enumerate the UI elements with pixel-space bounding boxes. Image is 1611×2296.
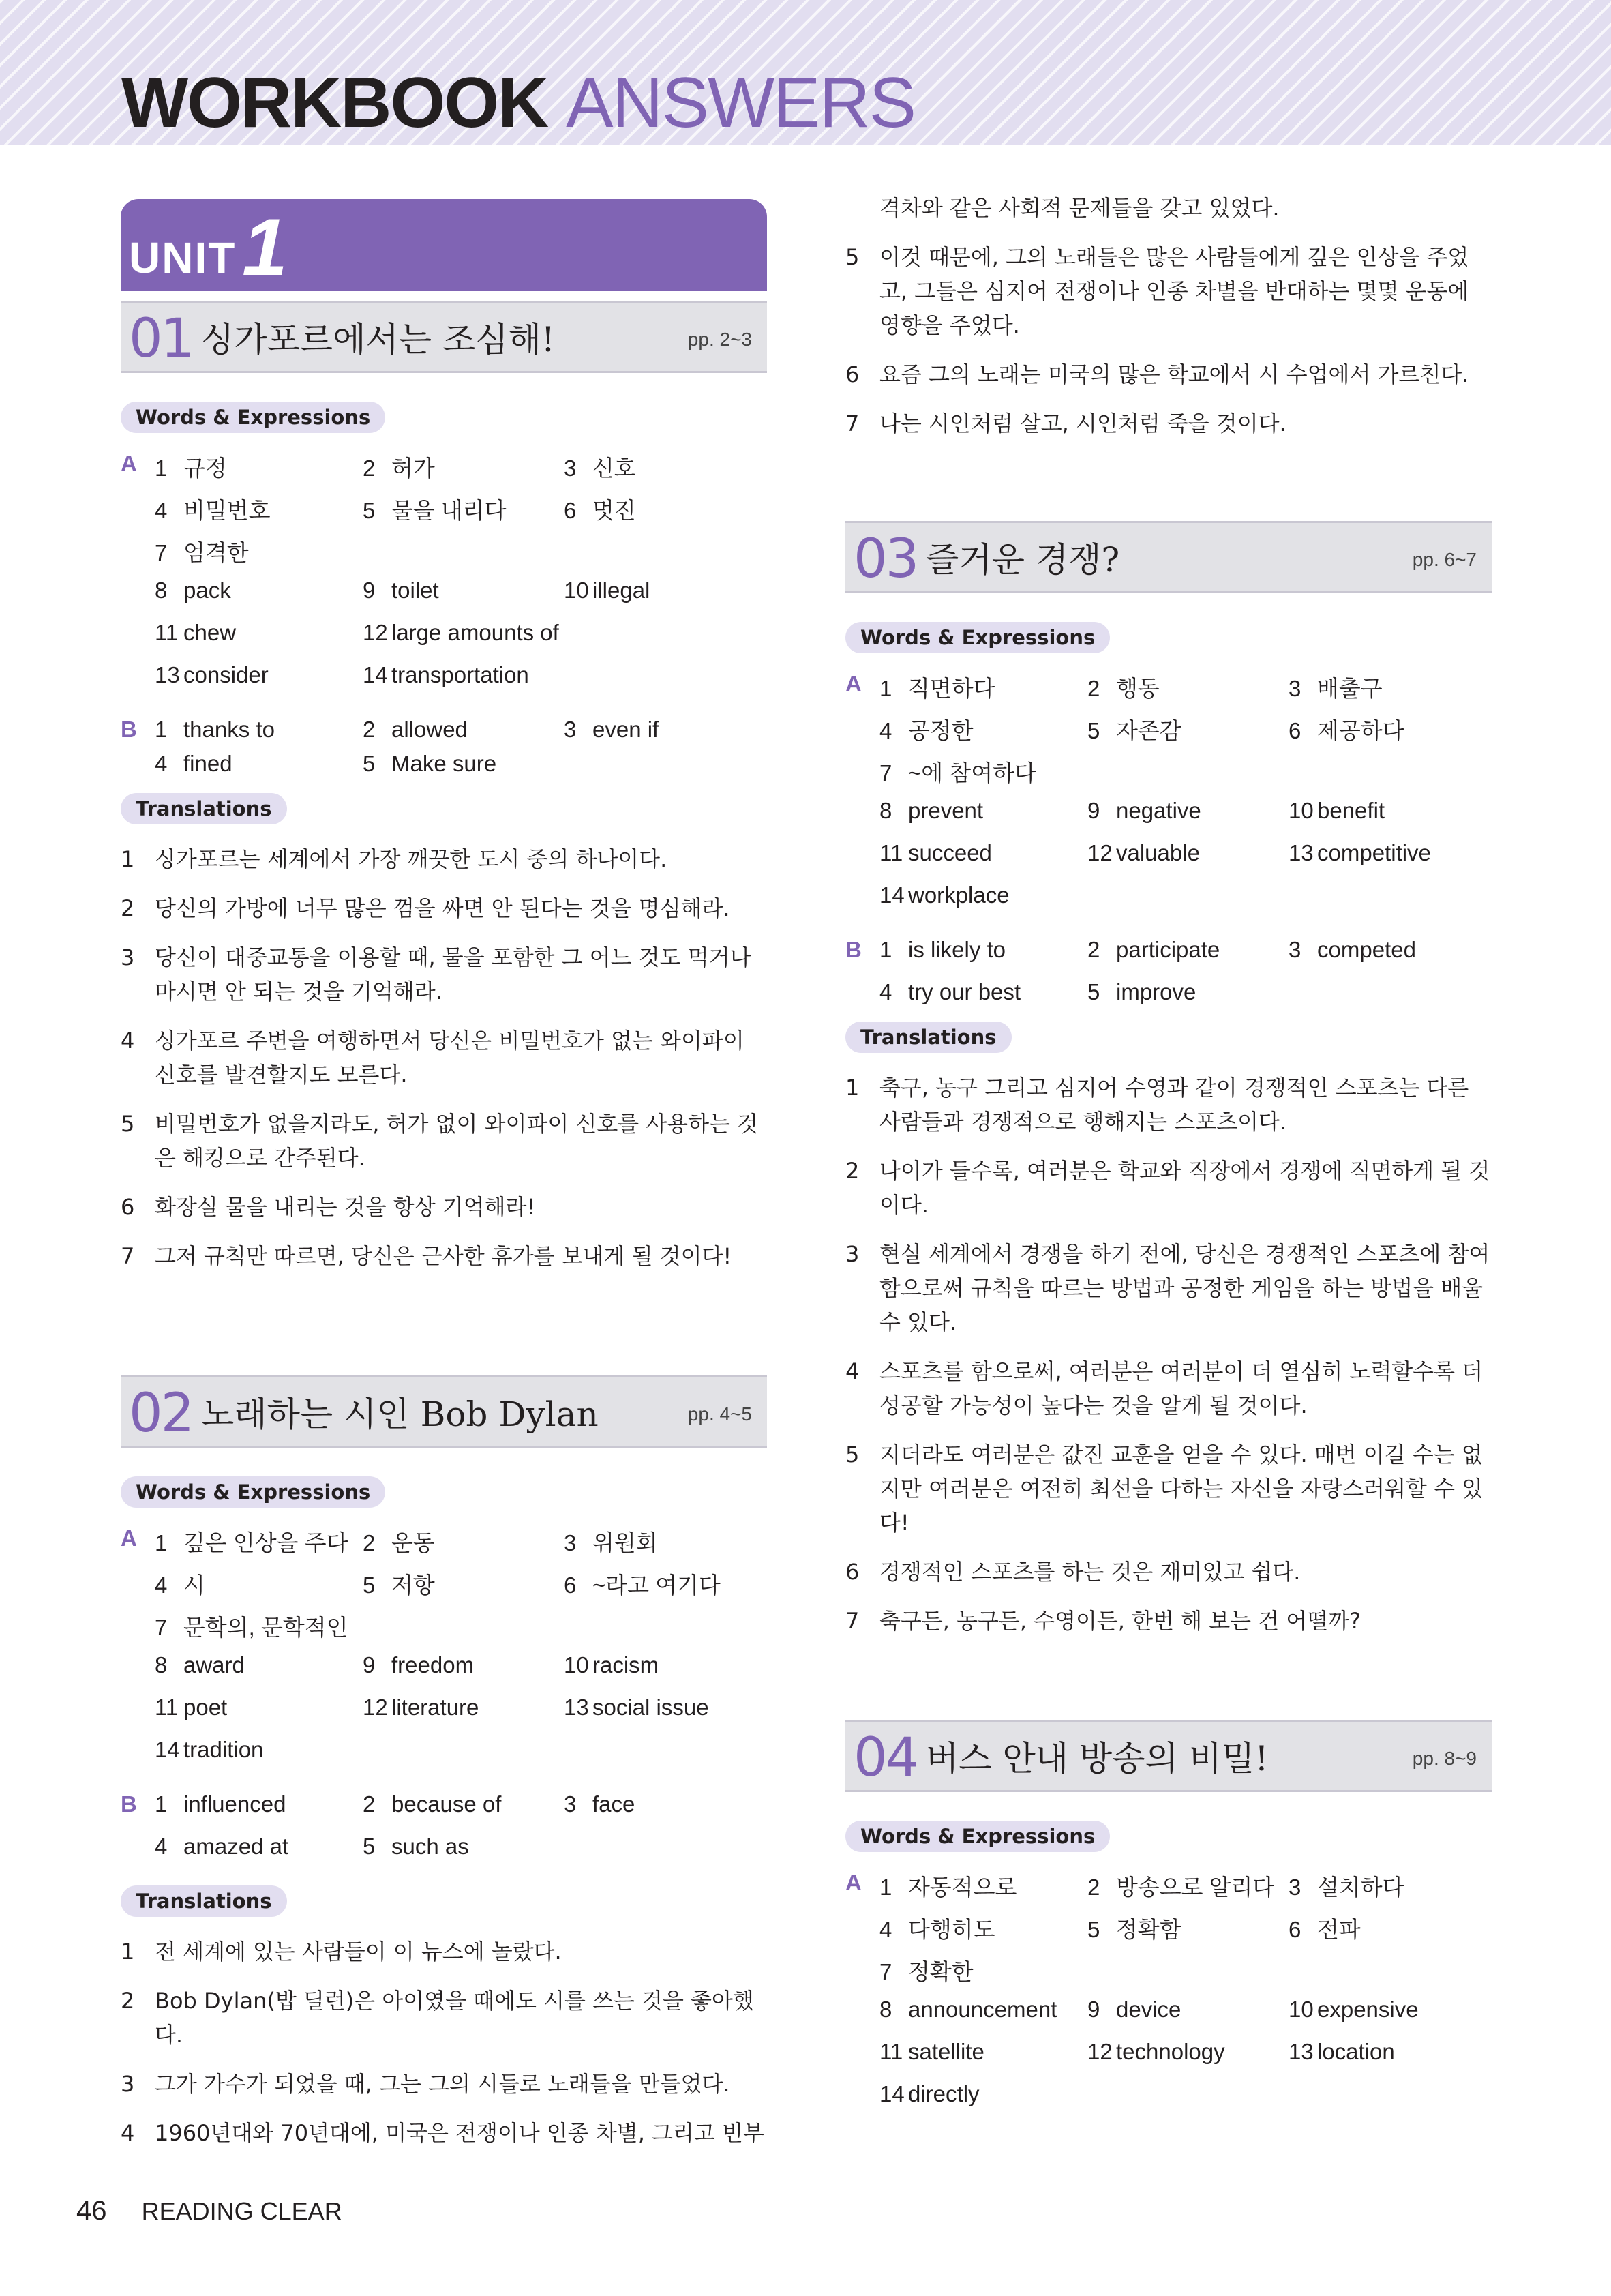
- answer-row: [121, 1791, 767, 1834]
- answer-row: [121, 578, 767, 620]
- answer-item: 1 자동적으로: [879, 1875, 1017, 1900]
- answer-item: 5 정확함: [1087, 1917, 1181, 1942]
- lesson-pages: pp. 6~7: [1412, 549, 1477, 570]
- answer-item: 7 정확한: [879, 1959, 974, 1984]
- lesson-04-words: [845, 1870, 1492, 2123]
- answer-item: 8 pack: [155, 578, 231, 603]
- answer-item: 2 because of: [363, 1791, 502, 1817]
- answer-row: [845, 756, 1492, 798]
- answer-item: 1 직면하다: [879, 676, 995, 701]
- translations-label: Translations: [121, 793, 287, 824]
- translation-item: 5 지더라도 여러분은 값진 교훈을 얻을 수 있다. 매번 이길 수는 없지만 여러분은 여전히 최선을 다하는 자신을 자랑스러워할 수 있다!: [845, 1442, 1484, 1536]
- answer-item: 10 illegal: [564, 578, 650, 603]
- answer-row: [121, 1610, 767, 1652]
- section-a-label: A: [845, 1870, 862, 1895]
- answer-item: 4 비밀번호: [155, 498, 271, 523]
- translations-label: Translations: [121, 1885, 287, 1917]
- page-number: 46: [76, 2196, 107, 2226]
- answer-item: 3 설치하다: [1289, 1875, 1404, 1900]
- lesson-02-translations-continued: [845, 191, 1492, 441]
- answer-item: 5 자존감: [1087, 718, 1181, 743]
- unit-word: UNIT: [129, 233, 237, 282]
- answer-item: 13 social issue: [564, 1695, 709, 1720]
- lesson-03-words: [845, 671, 1492, 1022]
- translation-item: 격차와 같은 사회적 문제들을 갖고 있었다.: [879, 195, 1280, 221]
- answer-row: [845, 671, 1492, 713]
- translation-item: 4 스포츠를 함으로써, 여러분은 여러분이 더 열심히 노력할수록 더 성공할 가능성이 높다는 것을 알게 될 것이다.: [845, 1358, 1484, 1418]
- answer-item: 12 large amounts of: [363, 620, 559, 645]
- answer-item: 1 influenced: [155, 1791, 286, 1817]
- translation-item: 5 이것 때문에, 그의 노래들은 많은 사람들에게 깊은 인상을 주었고, 그들은 심지어 전쟁이나 인종 차별을 반대하는 몇몇 운동에 영향을 주었다.: [845, 244, 1469, 338]
- answer-item: 7 문학의, 문학적인: [155, 1615, 348, 1640]
- lesson-pages: pp. 8~9: [1412, 1748, 1477, 1769]
- section-b-label: B: [121, 717, 137, 742]
- answer-item: 1 깊은 인상을 주다: [155, 1530, 348, 1555]
- translation-item: 1 축구, 농구 그리고 심지어 수영과 같이 경쟁적인 스포츠는 다른 사람들과 경쟁적으로 행해지는 스포츠이다.: [845, 1075, 1469, 1135]
- lesson-03-translations: [845, 1071, 1492, 1638]
- answer-row: [845, 2039, 1492, 2081]
- answer-item: 3 위원회: [564, 1530, 658, 1555]
- answer-item: 2 운동: [363, 1530, 435, 1555]
- answer-item: 6 제공하다: [1289, 718, 1404, 743]
- answer-item: 10 expensive: [1289, 1997, 1419, 2022]
- answer-item: 4 try our best: [879, 979, 1021, 1004]
- answer-item: 10 racism: [564, 1652, 659, 1678]
- lesson-03-heading: [845, 521, 1492, 593]
- answer-row: [845, 979, 1492, 1022]
- answer-item: 5 such as: [363, 1834, 469, 1859]
- answer-row: [845, 798, 1492, 840]
- lesson-pages: pp. 4~5: [687, 1403, 752, 1425]
- translation-item: 3 현실 세계에서 경쟁을 하기 전에, 당신은 경쟁적인 스포츠에 참여함으로써 규칙을 따르는 방법과 공정한 게임을 하는 방법을 배울 수 있다.: [845, 1241, 1490, 1335]
- answer-item: 6 전파: [1289, 1917, 1361, 1942]
- answer-item: 7 ~에 참여하다: [879, 760, 1036, 786]
- answer-row: [121, 1695, 767, 1737]
- answer-item: 10 benefit: [1289, 798, 1385, 823]
- words-expressions-label: Words & Expressions: [121, 1476, 385, 1508]
- translations-label: Translations: [845, 1022, 1012, 1053]
- section-a-label: A: [845, 671, 862, 696]
- answer-item: 13 competitive: [1289, 840, 1431, 865]
- answer-item: 12 literature: [363, 1695, 479, 1720]
- answer-row: [845, 2081, 1492, 2123]
- lesson-pages: pp. 2~3: [687, 329, 752, 350]
- words-expressions-label: Words & Expressions: [845, 622, 1110, 653]
- translation-item: 3 그가 가수가 되었을 때, 그는 그의 시들로 노래들을 만들었다.: [121, 2071, 730, 2097]
- lesson-02-heading: [121, 1375, 767, 1448]
- answer-item: 11 satellite: [879, 2039, 984, 2064]
- answer-item: 4 공정한: [879, 718, 974, 743]
- translation-item: 6 경쟁적인 스포츠를 하는 것은 재미있고 쉽다.: [845, 1559, 1301, 1585]
- lesson-number: 03: [854, 528, 918, 590]
- translation-item: 7 나는 시인처럼 살고, 시인처럼 죽을 것이다.: [845, 411, 1286, 436]
- answer-row: [121, 1652, 767, 1695]
- answer-item: 8 award: [155, 1652, 245, 1678]
- section-a-label: A: [121, 1525, 137, 1551]
- answer-item: 12 technology: [1087, 2039, 1225, 2064]
- answer-item: 6 멋진: [564, 498, 636, 523]
- lesson-title: 버스 안내 방송의 비밀!: [926, 1739, 1269, 1778]
- page-footer: [76, 2196, 342, 2226]
- lesson-number: 01: [129, 308, 193, 370]
- answer-item: 9 toilet: [363, 578, 439, 603]
- book-title: READING CLEAR: [141, 2197, 342, 2225]
- translation-item: 4 싱가포르 주변을 여행하면서 당신은 비밀번호가 없는 와이파이 신호를 발견할지도 모른다.: [121, 1028, 744, 1088]
- answer-item: 5 저항: [363, 1572, 435, 1598]
- answer-row: [121, 1525, 767, 1568]
- answer-row: [121, 535, 767, 578]
- title-bold: WORKBOOK: [121, 63, 548, 143]
- answer-row: [845, 882, 1492, 925]
- lesson-01-heading: [121, 301, 767, 373]
- answer-item: 8 announcement: [879, 1997, 1057, 2022]
- answer-item: 14 transportation: [363, 662, 529, 687]
- answer-item: 9 device: [1087, 1997, 1181, 2022]
- translation-item: 3 당신이 대중교통을 이용할 때, 물을 포함한 그 어느 것도 먹거나 마시면 안 되는 것을 기억해라.: [121, 944, 751, 1004]
- translation-item: 7 축구든, 농구든, 수영이든, 한번 해 보는 건 어떨까?: [845, 1608, 1361, 1634]
- answer-item: 2 허가: [363, 456, 435, 481]
- answer-row: [121, 662, 767, 704]
- answer-item: 4 fined: [155, 751, 232, 776]
- answer-item: 5 Make sure: [363, 751, 497, 776]
- words-expressions-label: Words & Expressions: [845, 1821, 1110, 1852]
- answer-row: [121, 620, 767, 662]
- answer-row: [121, 1568, 767, 1610]
- section-b-label: B: [845, 937, 862, 962]
- lesson-number: 02: [129, 1383, 193, 1444]
- answer-row: [121, 1834, 767, 1876]
- answer-item: 1 규정: [155, 456, 227, 481]
- answer-item: 11 succeed: [879, 840, 992, 865]
- answer-item: 11 poet: [155, 1695, 228, 1720]
- lesson-02-words: [121, 1525, 767, 1876]
- answer-item: 9 freedom: [363, 1652, 475, 1678]
- lesson-title: 즐거운 경쟁?: [926, 540, 1120, 580]
- answer-item: 6 ~라고 여기다: [564, 1572, 721, 1598]
- translation-item: 1 전 세계에 있는 사람들이 이 뉴스에 놀랐다.: [121, 1939, 562, 1965]
- answer-item: 4 다행히도: [879, 1917, 995, 1942]
- answer-item: 4 amazed at: [155, 1834, 289, 1859]
- translation-item: 4 1960년대와 70년대에, 미국은 전쟁이나 인종 차별, 그리고 빈부: [121, 2120, 764, 2146]
- answer-item: 5 물을 내리다: [363, 498, 507, 523]
- answer-item: 12 valuable: [1087, 840, 1200, 865]
- answer-row: [845, 713, 1492, 756]
- translation-item: 5 비밀번호가 없을지라도, 허가 없이 와이파이 신호를 사용하는 것은 해킹으로 간주된다.: [121, 1111, 759, 1171]
- lesson-title: 싱가포르에서는 조심해!: [201, 320, 555, 359]
- answer-row: [121, 717, 767, 751]
- answer-item: 2 행동: [1087, 676, 1160, 701]
- answer-item: 1 is likely to: [879, 937, 1006, 962]
- translation-item: 1 싱가포르는 세계에서 가장 깨끗한 도시 중의 하나이다.: [121, 846, 667, 872]
- unit-banner: [121, 199, 767, 291]
- answer-item: 3 even if: [564, 717, 659, 742]
- answer-row: [121, 751, 767, 793]
- answer-item: 9 negative: [1087, 798, 1201, 823]
- answer-item: 13 consider: [155, 662, 269, 687]
- title-light: ANSWERS: [566, 63, 916, 143]
- answer-item: 3 competed: [1289, 937, 1416, 962]
- words-expressions-label: Words & Expressions: [121, 402, 385, 433]
- answer-item: 4 시: [155, 1572, 205, 1598]
- answer-row: [845, 1912, 1492, 1954]
- answer-item: 3 face: [564, 1791, 635, 1817]
- lesson-01-words: [121, 451, 767, 793]
- answer-row: [845, 1870, 1492, 1912]
- left-column: [121, 199, 767, 2165]
- page-title: [121, 63, 916, 143]
- translation-item: 7 그저 규칙만 따르면, 당신은 근사한 휴가를 보내게 될 것이다!: [121, 1243, 732, 1269]
- answer-row: [845, 937, 1492, 979]
- lesson-04-heading: [845, 1720, 1492, 1792]
- answer-item: 2 allowed: [363, 717, 468, 742]
- unit-number: 1: [242, 202, 288, 293]
- answer-item: 14 directly: [879, 2081, 980, 2106]
- answer-row: [121, 493, 767, 535]
- answer-row: [121, 1737, 767, 1779]
- answer-item: 8 prevent: [879, 798, 984, 823]
- lesson-number: 04: [854, 1727, 918, 1789]
- lesson-title: 노래하는 시인 Bob Dylan: [201, 1395, 599, 1434]
- answer-item: 1 thanks to: [155, 717, 275, 742]
- section-b-label: B: [121, 1791, 137, 1817]
- answer-item: 14 workplace: [879, 882, 1010, 908]
- lesson-01-translations: [121, 842, 767, 1273]
- answer-item: 5 improve: [1087, 979, 1196, 1004]
- answer-row: [845, 1997, 1492, 2039]
- translation-item: 2 나이가 들수록, 여러분은 학교와 직장에서 경쟁에 직면하게 될 것이다.: [845, 1158, 1490, 1218]
- lesson-02-translations: [121, 1935, 767, 2150]
- answer-item: 7 엄격한: [155, 540, 249, 565]
- translation-item: 2 당신의 가방에 너무 많은 껌을 싸면 안 된다는 것을 명심해라.: [121, 895, 730, 921]
- answer-row: [845, 840, 1492, 882]
- translation-item: 2 Bob Dylan(밥 딜런)은 아이였을 때에도 시를 쓰는 것을 좋아했다.: [121, 1988, 754, 2048]
- answer-item: 2 방송으로 알리다: [1087, 1875, 1275, 1900]
- answer-item: 13 location: [1289, 2039, 1395, 2064]
- answer-row: [121, 451, 767, 493]
- answer-item: 3 신호: [564, 456, 636, 481]
- answer-row: [845, 1954, 1492, 1997]
- translation-item: 6 요즘 그의 노래는 미국의 많은 학교에서 시 수업에서 가르친다.: [845, 361, 1469, 387]
- section-a-label: A: [121, 451, 137, 476]
- answer-item: 2 participate: [1087, 937, 1220, 962]
- translation-item: 6 화장실 물을 내리는 것을 항상 기억해라!: [121, 1194, 536, 1220]
- answer-item: 11 chew: [155, 620, 237, 645]
- answer-item: 14 tradition: [155, 1737, 264, 1762]
- answer-item: 3 배출구: [1289, 676, 1383, 701]
- right-column: [845, 191, 1492, 2123]
